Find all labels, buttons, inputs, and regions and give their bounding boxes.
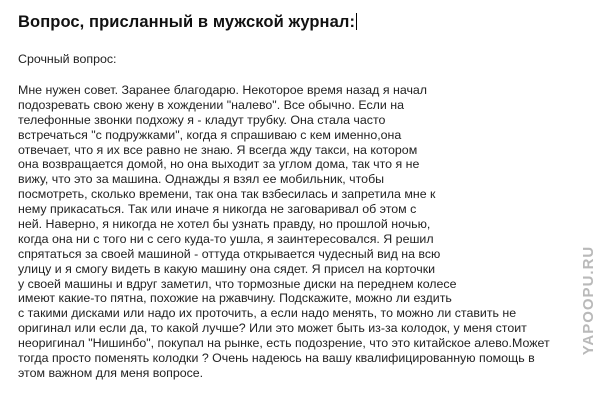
body-line: посмотреть, сколько времени, так она так взбесилась и запретила мне к — [18, 187, 436, 202]
body-line: ней. Наверно, я никогда не хотел бы узнать правду, но прошлой ночью, — [18, 217, 431, 232]
body-line: телефонные звонки подхожу я - кладут трубку. Она стала часто — [18, 112, 386, 127]
body-line: улицу и я смогу видеть в какую машину она сядет. Я присел на корточки — [18, 261, 436, 276]
body-line: имеют какие-то пятна, похожие на ржавчину. Подскажите, можно ли ездить — [18, 291, 452, 306]
body-line: оригинал или если да, то какой лучше? Или это может быть из-за колодок, у меня стоит — [18, 321, 527, 336]
subheading: Срочный вопрос: — [18, 52, 117, 66]
body-line: с такими дисками или надо их проточить, а если надо менять, то можно ли ставить не — [18, 306, 517, 321]
watermark-text: YAPOOPU.RU — [580, 245, 598, 355]
letter-body — [18, 83, 588, 381]
title-text: Вопрос, присланный в мужской журнал: — [18, 13, 356, 31]
text-cursor — [356, 13, 357, 30]
body-line: тогда просто поменять колодки ? Очень надеюсь на вашу квалифицированную помощь в — [18, 351, 535, 366]
body-line: нему прикасаться. Так или иначе я никогда не заговаривал об этом с — [18, 202, 417, 217]
body-line: Мне нужен совет. Заранее благодарю. Некоторое время назад я начал — [18, 83, 428, 97]
body-line: вижу, что это за машина. Однажды я взял ее мобильник, чтобы — [18, 172, 385, 187]
body-line: у своей машины и вдруг заметил, что тормозные диски на переднем колесе — [18, 276, 457, 291]
watermark — [579, 205, 599, 395]
body-line: этом важном для меня вопросе. — [18, 365, 204, 380]
body-line: неоригинал "Нишинбо", покупал на рынке, есть подозрение, что это китайское алево.Может — [18, 336, 550, 351]
body-line: отвечает, что я их все равно не знаю. Я всегда жду такси, на котором — [18, 142, 418, 157]
body-line: спрятаться за своей машиной - оттуда открывается чудесный вид на всю — [18, 246, 441, 261]
document-title — [18, 13, 357, 32]
body-line: встречаться "с подружками", когда я спрашиваю с кем именно,она — [18, 127, 402, 142]
body-line: когда она ни с того ни с сего куда-то ушла, я заинтересовался. Я решил — [18, 231, 434, 246]
body-line: подозревать свою жену в хождении "налево". Все обычно. Если на — [18, 97, 404, 112]
body-line: она возвращается домой, но она выходит за углом дома, так что я не — [18, 157, 420, 172]
